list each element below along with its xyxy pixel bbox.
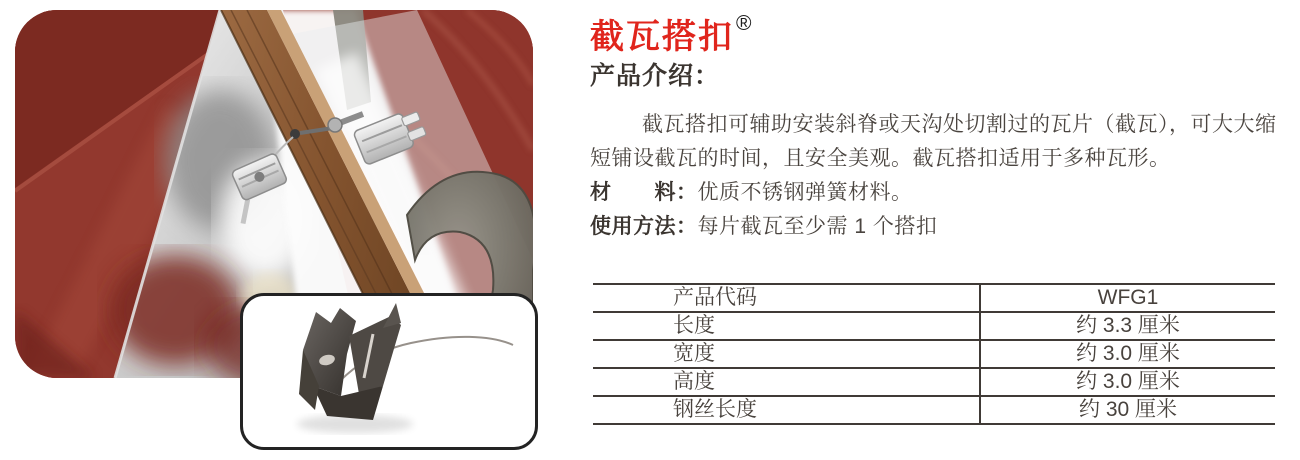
- table-row: [593, 396, 1275, 424]
- usage-value: 每片截瓦至少需 1 个搭扣: [697, 215, 938, 238]
- material-line: [590, 176, 1280, 210]
- spec-label: 钢丝长度: [593, 396, 980, 424]
- spec-label: 长度: [593, 312, 980, 340]
- product-description-block: [590, 108, 1280, 244]
- table-row: [593, 340, 1275, 368]
- material-value: 优质不锈钢弹簧材料。: [697, 181, 913, 204]
- spec-value: 约 3.0 厘米: [980, 368, 1275, 396]
- usage-line: [590, 210, 1280, 244]
- description-line-2: 短铺设截瓦的时间，且安全美观。截瓦搭扣适用于多种瓦形。: [590, 147, 1171, 170]
- clip-product-illustration: [243, 296, 535, 447]
- spec-label: 产品代码: [593, 284, 980, 312]
- spec-value: 约 3.3 厘米: [980, 312, 1275, 340]
- spec-label: 高度: [593, 368, 980, 396]
- table-row: [593, 368, 1275, 396]
- spec-value: 约 30 厘米: [980, 396, 1275, 424]
- material-label: 材 料：: [590, 181, 698, 204]
- spec-value: 约 3.0 厘米: [980, 340, 1275, 368]
- product-title-row: [590, 12, 751, 57]
- registered-trademark-symbol: ®: [736, 12, 752, 35]
- description-line-1: 截瓦搭扣可辅助安装斜脊或天沟处切割过的瓦片（截瓦），可大大缩: [642, 113, 1277, 136]
- spec-label: 宽度: [593, 340, 980, 368]
- product-title: 截瓦搭扣: [590, 18, 734, 56]
- spec-table: [593, 283, 1275, 425]
- usage-label: 使用方法：: [590, 215, 698, 238]
- product-clip-inset: [240, 293, 538, 450]
- table-row: [593, 284, 1275, 312]
- section-heading: 产品介绍：: [590, 62, 721, 90]
- spec-value: WFG1: [980, 284, 1275, 312]
- table-row: [593, 312, 1275, 340]
